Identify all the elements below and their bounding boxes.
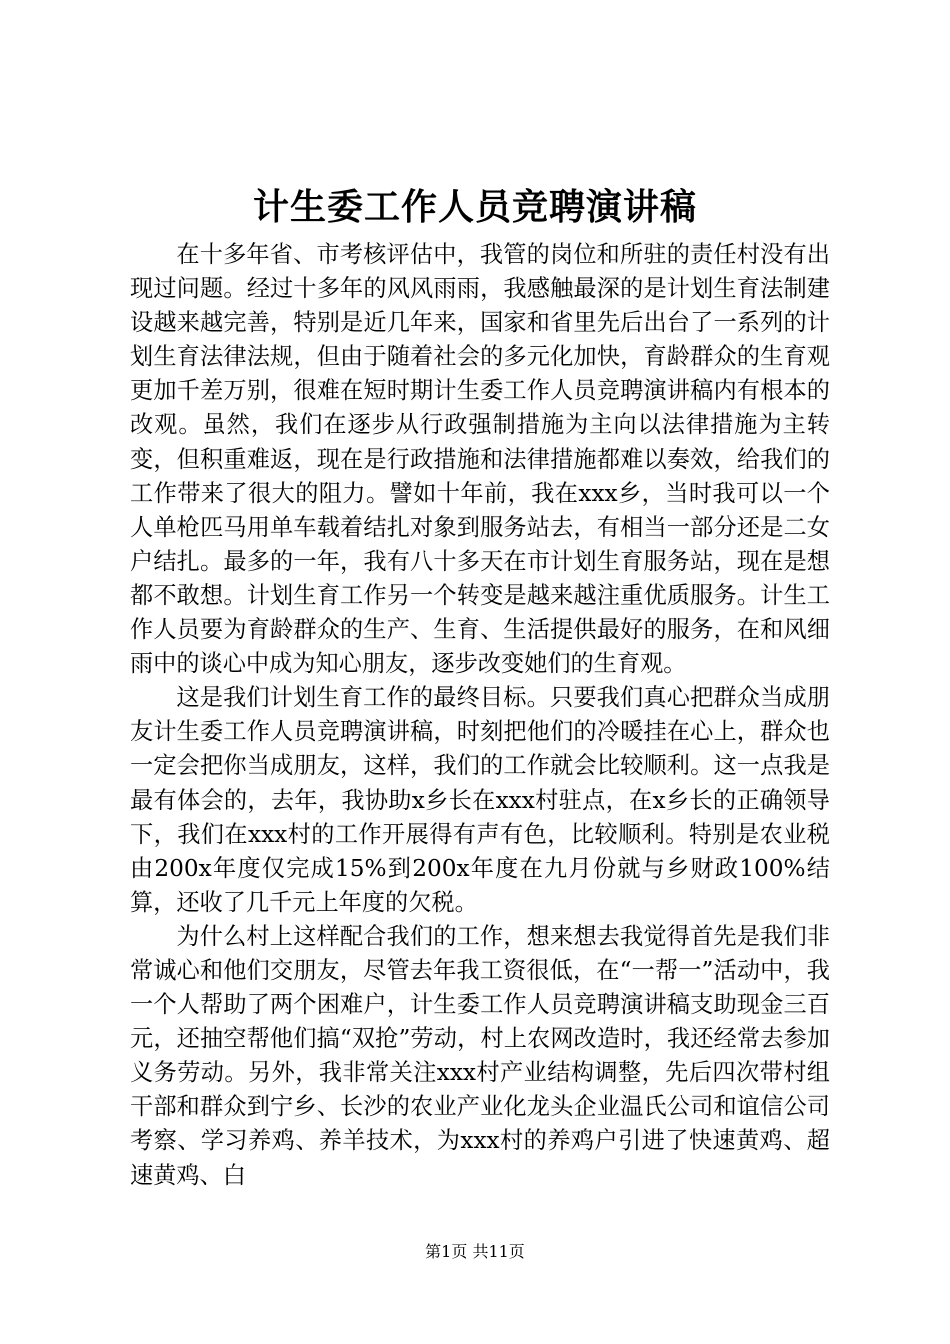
paragraph-3: 为什么村上这样配合我们的工作，想来想去我觉得首先是我们非常诚心和他们交朋友，尽管去年我工资很低，在“一帮一”活动中，我一个人帮助了两个困难户，计生委工作人员竞聘演讲稿支助现金三百元，还抽空帮他们搞“双抢”劳动，村上农网改造时，我还经常去参加义务劳动。另外，我非常关注xxx村产业结构调整，先后四次带村组干部和群众到宁乡、长沙的农业产业化龙头企业温氏公司和谊信公司考察、学习养鸡、养羊技术，为xxx村的养鸡户引进了快速黄鸡、超速黄鸡、白 bbox=[130, 922, 830, 1189]
paragraph-2: 这是我们计划生育工作的最终目标。只要我们真心把群众当成朋友计生委工作人员竞聘演讲稿，时刻把他们的冷暖挂在心上，群众也一定会把你当成朋友，这样，我们的工作就会比较顺利。这一点我是最有体会的，去年，我协助x乡长在xxx村驻点，在x乡长的正确领导下，我们在xxx村的工作开展得有声有色，比较顺利。特别是农业税由200x年度仅完成15%到200x年度在九月份就与乡财政100%结算，还收了几千元上年度的欠税。 bbox=[130, 684, 830, 916]
document-title: 计生委工作人员竞聘演讲稿 bbox=[252, 186, 697, 228]
page-footer: 第1页 共11页 bbox=[425, 1242, 525, 1261]
paragraph-1: 在十多年省、市考核评估中，我管的岗位和所驻的责任村没有出现过问题。经过十多年的风风雨雨，我感触最深的是计划生育法制建设越来越完善，特别是近几年来，国家和省里先后出台了一系列的计划生育法律法规，但由于随着社会的多元化加快，育龄群众的生育观更加千差万别，很难在短时期计生委工作人员竞聘演讲稿内有根本的改观。虽然，我们在逐步从行政强制措施为主向以法律措施为主转变，但积重难返，现在是行政措施和法律措施都难以奏效，给我们的工作带来了很大的阻力。譬如十年前，我在xxx乡，当时我可以一个人单枪匹马用单车载着结扎对象到服务站去，有相当一部分还是二女户结扎。最多的一年，我有八十多天在市计划生育服务站，现在是想都不敢想。计划生育工作另一个转变是越来越注重优质服务。计生工作人员要为育龄群众的生产、生育、生活提供最好的服务，在和风细雨中的谈心中成为知心朋友，逐步改变她们的生育观。 bbox=[130, 241, 830, 678]
document-body bbox=[130, 238, 830, 1193]
